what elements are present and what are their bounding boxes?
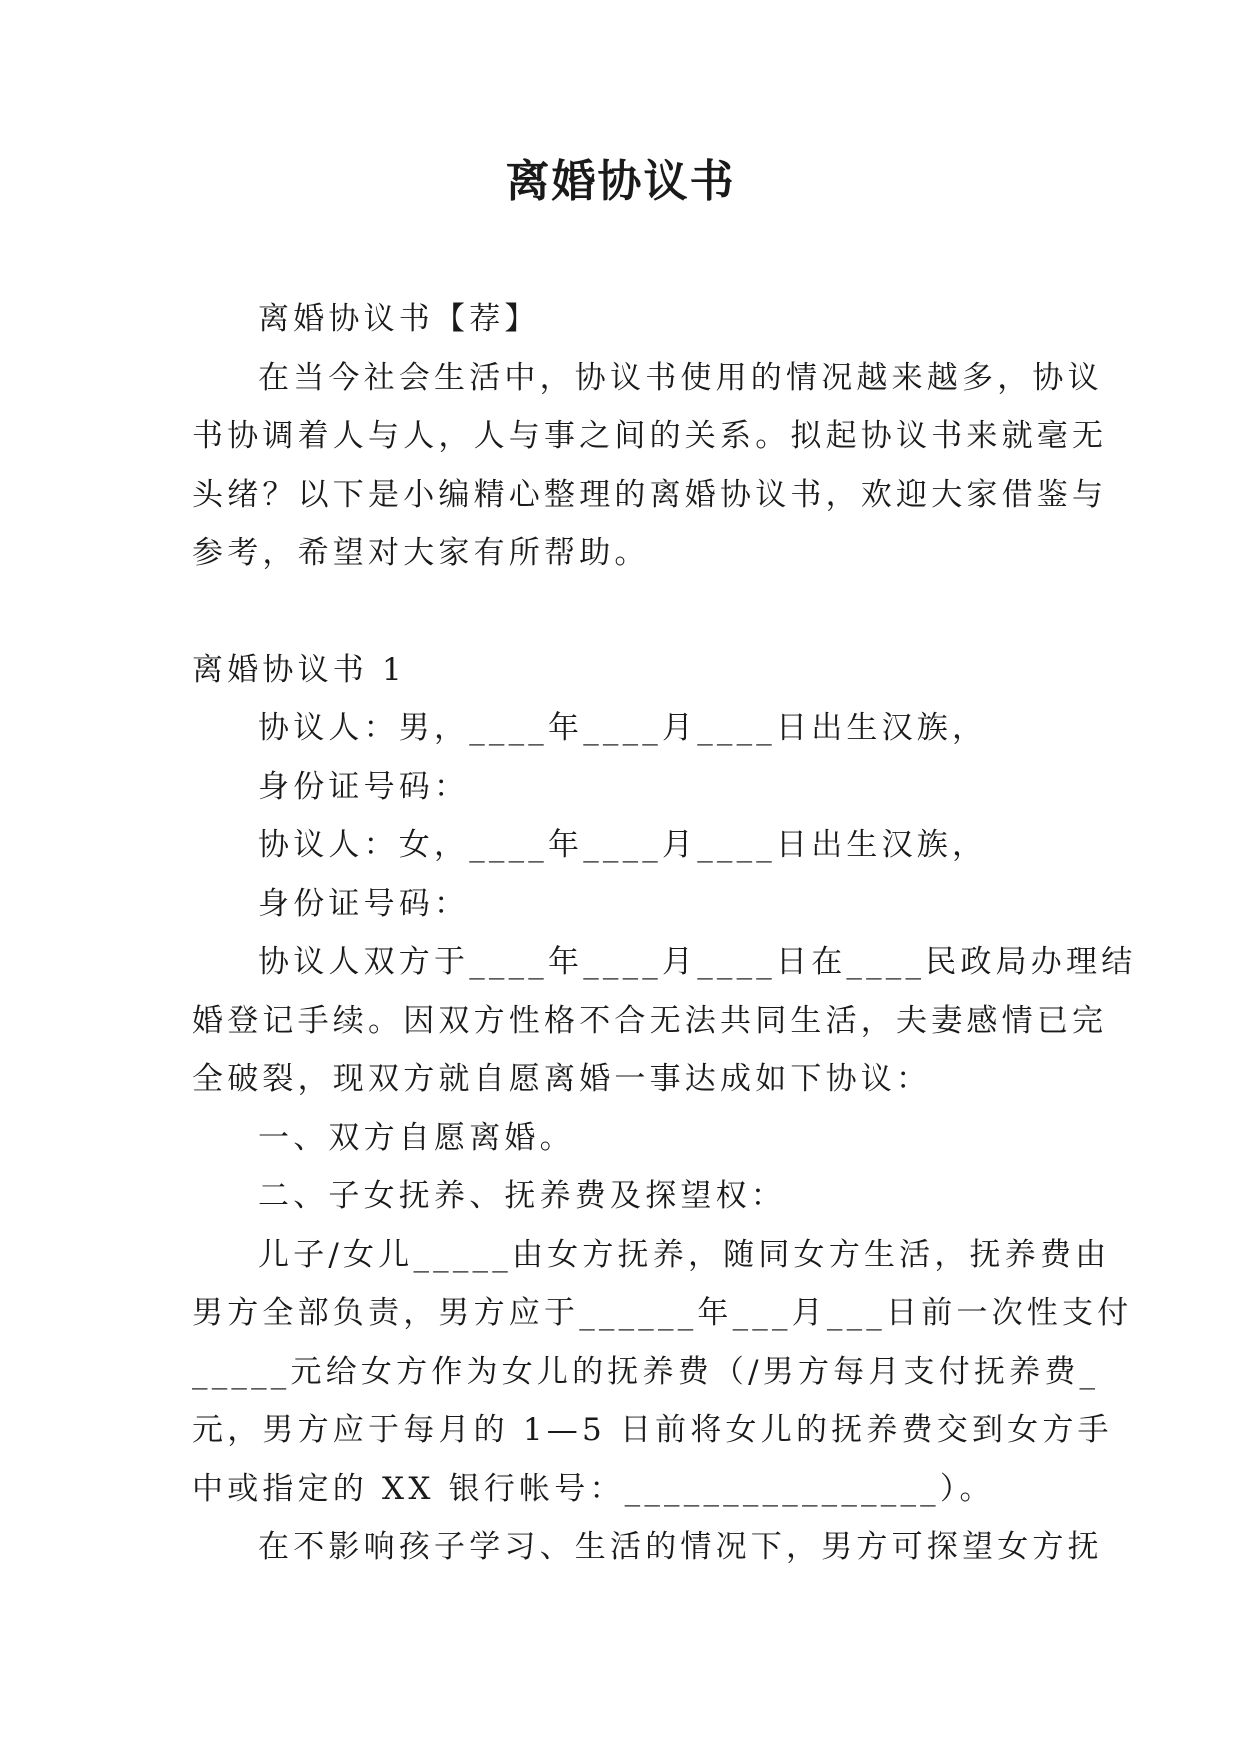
section-spacer	[192, 583, 1054, 641]
section-heading: 离婚协议书 1	[192, 651, 406, 688]
child-support-line: _____元给女方作为女儿的抚养费（/男方每月支付抚养费_	[192, 1353, 1100, 1390]
marriage-registration-line: 全破裂，现双方就自愿离婚一事达成如下协议：	[192, 1061, 932, 1097]
document-title: 离婚协议书	[505, 156, 736, 207]
child-support-line: 元，男方应于每月的 1—5 日前将女儿的抚养费交到女方手	[192, 1412, 1113, 1448]
party-male-line: 协议人：男，____年____月____日出生汉族，	[258, 710, 988, 746]
child-support-line: 儿子/女儿_____由女方抚养，随同女方生活，抚养费由	[258, 1236, 1111, 1273]
party-female-line: 协议人：女，____年____月____日出生汉族，	[258, 827, 988, 863]
intro-paragraph-line: 头绪？以下是小编精心整理的离婚协议书，欢迎大家借鉴与	[192, 476, 1108, 513]
document-body	[192, 290, 1137, 1577]
marriage-registration-line: 协议人双方于____年____月____日在____民政局办理结	[258, 944, 1137, 980]
clause-one: 一、双方自愿离婚。	[258, 1119, 575, 1156]
id-number-line: 身份证号码：	[258, 768, 470, 805]
intro-paragraph-line: 在当今社会生活中，协议书使用的情况越来越多，协议	[258, 359, 1103, 396]
intro-paragraph-line: 参考，希望对大家有所帮助。	[192, 535, 650, 571]
clause-two-heading: 二、子女抚养、抚养费及探望权：	[258, 1178, 786, 1214]
visitation-line: 在不影响孩子学习、生活的情况下，男方可探望女方抚	[258, 1529, 1103, 1565]
child-support-line: 中或指定的 XX 银行帐号：________________）。	[192, 1470, 995, 1507]
child-support-line: 男方全部负责，男方应于______年___月___日前一次性支付	[192, 1295, 1133, 1331]
marriage-registration-line: 婚登记手续。因双方性格不合无法共同生活，夫妻感情已完	[192, 1002, 1108, 1039]
intro-paragraph-line: 书协调着人与人，人与事之间的关系。拟起协议书来就毫无	[192, 418, 1108, 454]
id-number-line: 身份证号码：	[258, 885, 470, 922]
intro-heading: 离婚协议书【荐】	[258, 301, 540, 337]
